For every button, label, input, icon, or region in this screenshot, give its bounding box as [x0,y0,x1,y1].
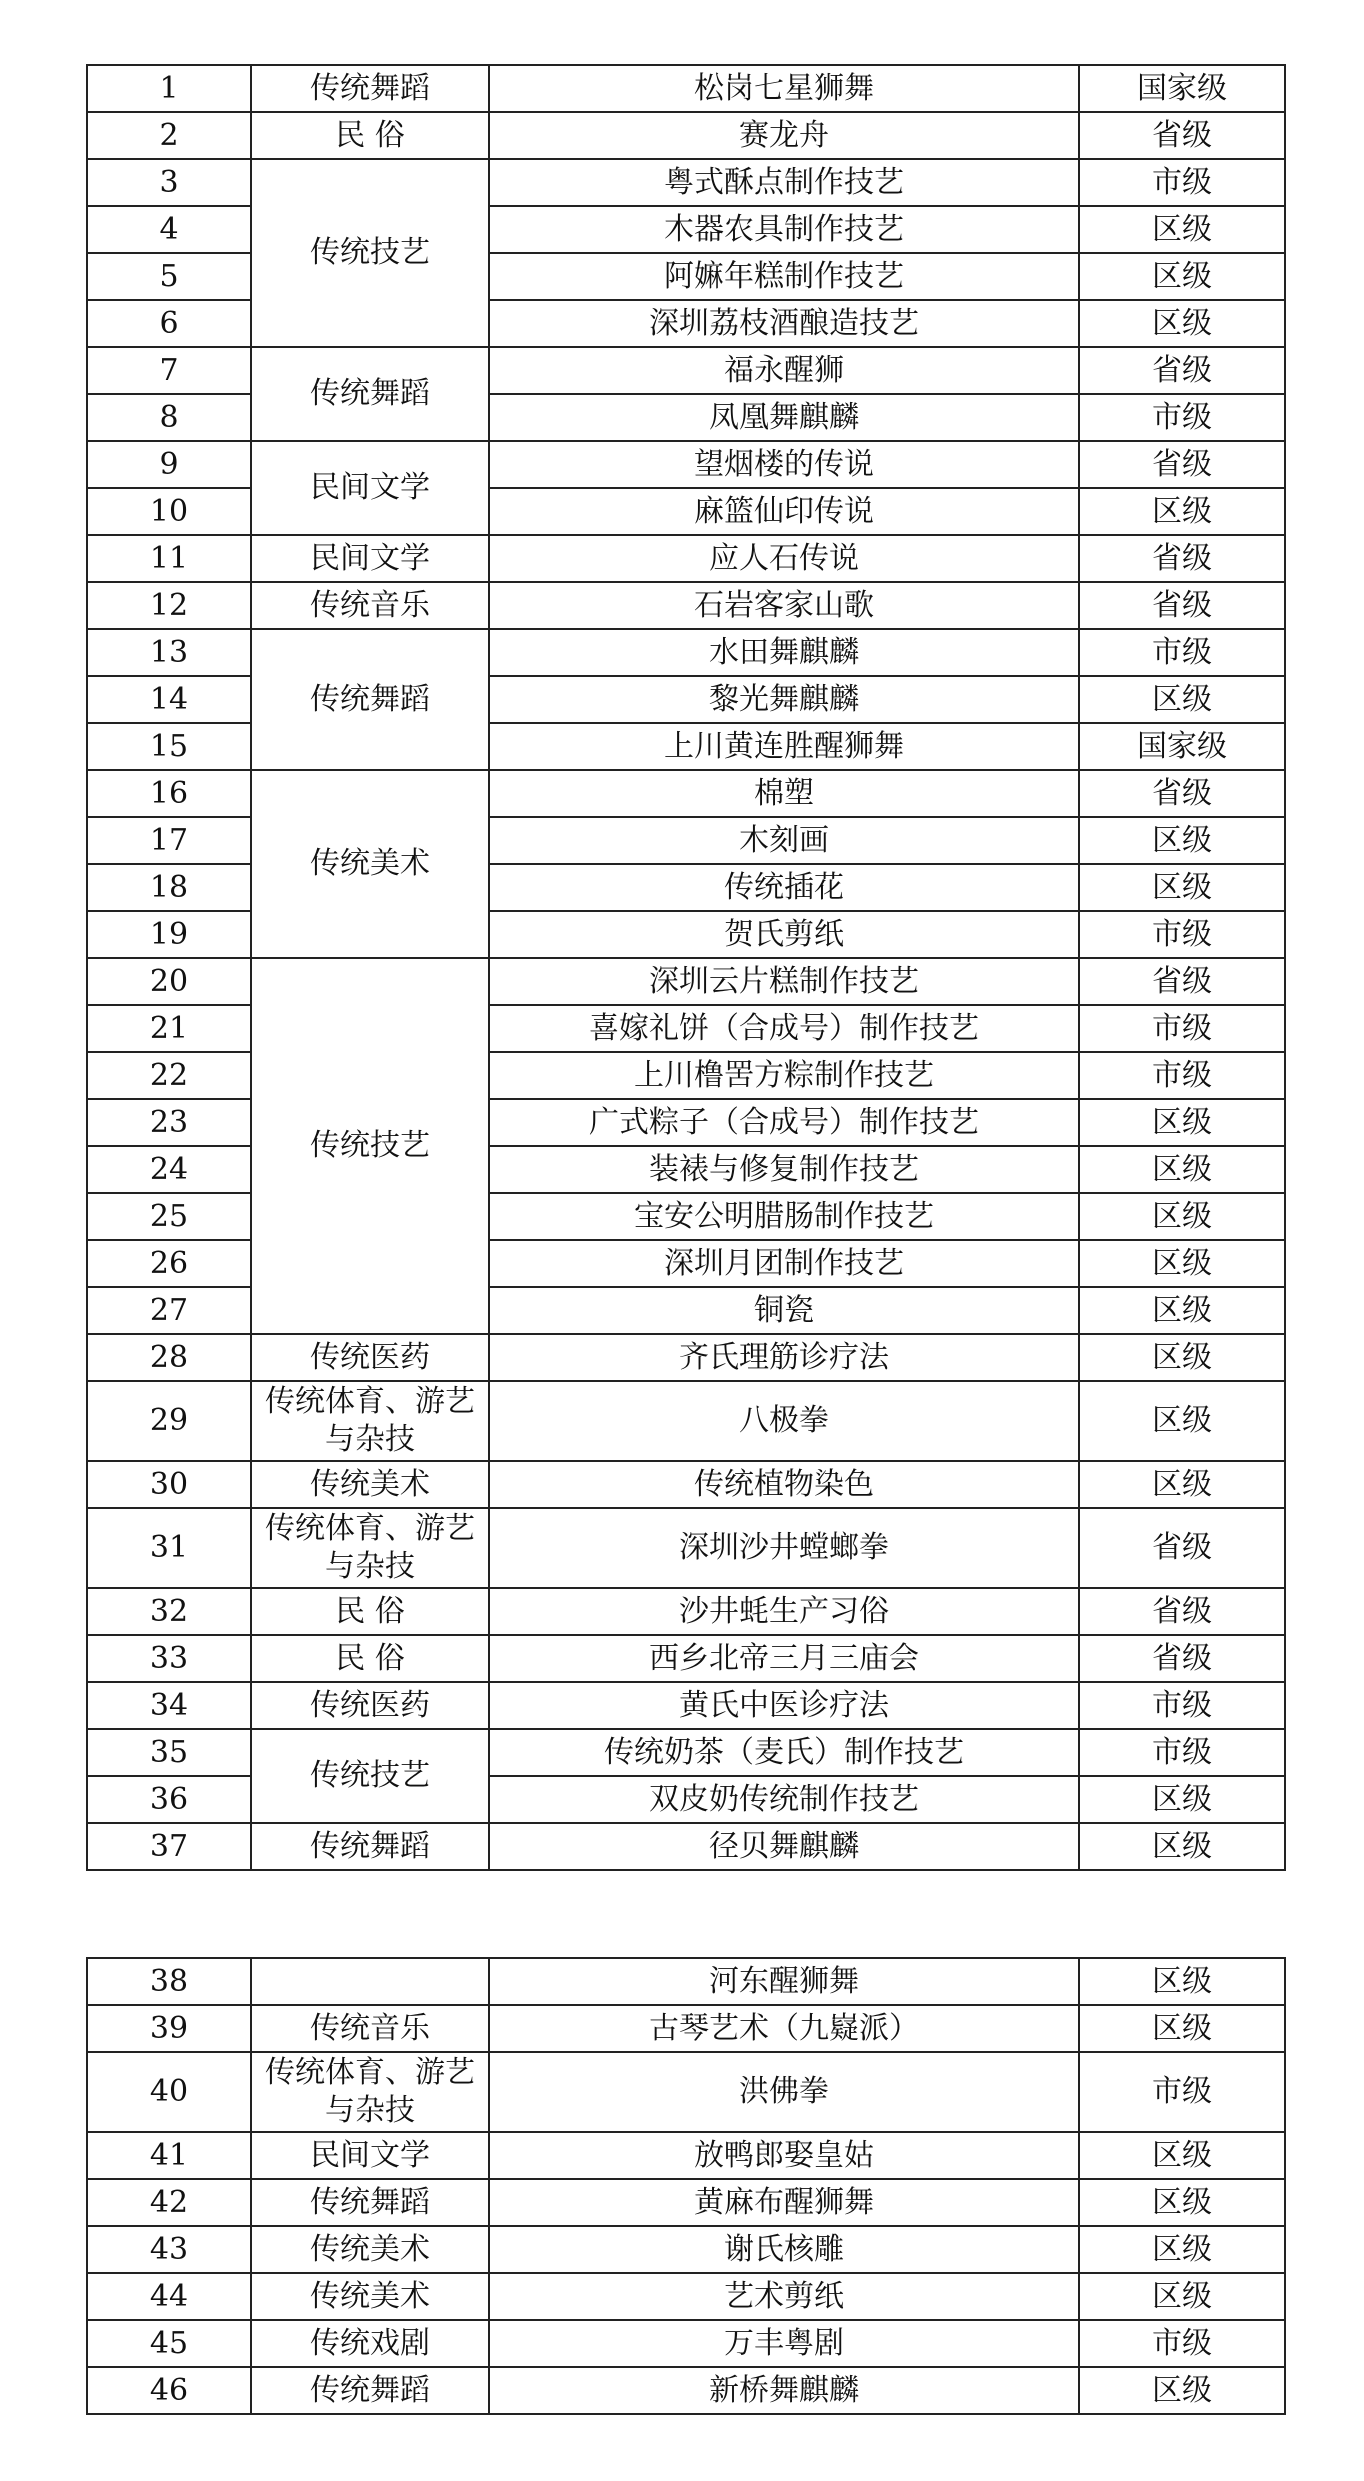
cell-category: 民 俗 [251,1588,489,1635]
cell-item-name: 万丰粤剧 [489,2320,1079,2367]
cell-number: 45 [87,2320,251,2367]
cell-number: 5 [87,253,251,300]
table-row [87,770,1285,817]
cell-level: 区级 [1079,253,1285,300]
cell-number: 46 [87,2367,251,2414]
cell-level: 市级 [1079,629,1285,676]
cell-category: 传统戏剧 [251,2320,489,2367]
cell-level: 省级 [1079,347,1285,394]
cell-number: 42 [87,2179,251,2226]
cell-item-name: 八极拳 [489,1381,1079,1461]
table-row [87,1823,1285,1870]
cell-category: 传统医药 [251,1334,489,1381]
cell-level: 区级 [1079,1193,1285,1240]
cell-category: 传统舞蹈 [251,2179,489,2226]
cell-level: 区级 [1079,2226,1285,2273]
cell-level: 省级 [1079,112,1285,159]
cell-item-name: 上川橹罟方粽制作技艺 [489,1052,1079,1099]
cell-item-name: 贺氏剪纸 [489,911,1079,958]
table-row [87,347,1285,394]
cell-item-name: 望烟楼的传说 [489,441,1079,488]
cell-number: 15 [87,723,251,770]
cell-item-name: 棉塑 [489,770,1079,817]
cell-number: 35 [87,1729,251,1776]
cell-item-name: 艺术剪纸 [489,2273,1079,2320]
heritage-table-part1 [86,64,1286,1871]
cell-number: 31 [87,1508,251,1588]
cell-number: 22 [87,1052,251,1099]
cell-number: 36 [87,1776,251,1823]
cell-number: 27 [87,1287,251,1334]
cell-item-name: 黄麻布醒狮舞 [489,2179,1079,2226]
cell-level: 区级 [1079,2132,1285,2179]
table-row [87,1588,1285,1635]
cell-number: 16 [87,770,251,817]
cell-level: 区级 [1079,1287,1285,1334]
cell-item-name: 喜嫁礼饼（合成号）制作技艺 [489,1005,1079,1052]
cell-number: 6 [87,300,251,347]
table-row [87,65,1285,112]
table-row [87,2367,1285,2414]
table-row [87,1508,1285,1588]
cell-category: 传统音乐 [251,582,489,629]
cell-number: 25 [87,1193,251,1240]
cell-item-name: 木刻画 [489,817,1079,864]
cell-item-name: 河东醒狮舞 [489,1958,1079,2005]
cell-item-name: 黄氏中医诊疗法 [489,1682,1079,1729]
cell-item-name: 装裱与修复制作技艺 [489,1146,1079,1193]
cell-level: 区级 [1079,1381,1285,1461]
cell-number: 4 [87,206,251,253]
cell-category: 传统技艺 [251,159,489,347]
cell-number: 28 [87,1334,251,1381]
table-row [87,441,1285,488]
cell-item-name: 宝安公明腊肠制作技艺 [489,1193,1079,1240]
cell-number: 18 [87,864,251,911]
cell-level: 国家级 [1079,65,1285,112]
cell-level: 区级 [1079,2179,1285,2226]
cell-category: 传统医药 [251,1682,489,1729]
cell-number: 33 [87,1635,251,1682]
cell-level: 市级 [1079,1052,1285,1099]
cell-item-name: 新桥舞麒麟 [489,2367,1079,2414]
cell-item-name: 沙井蚝生产习俗 [489,1588,1079,1635]
cell-number: 37 [87,1823,251,1870]
cell-level: 区级 [1079,1958,1285,2005]
cell-number: 14 [87,676,251,723]
cell-category: 民间文学 [251,2132,489,2179]
cell-level: 区级 [1079,1776,1285,1823]
cell-level: 区级 [1079,1240,1285,1287]
cell-level: 区级 [1079,817,1285,864]
table-row [87,582,1285,629]
cell-level: 市级 [1079,394,1285,441]
cell-number: 21 [87,1005,251,1052]
cell-number: 44 [87,2273,251,2320]
table-row [87,112,1285,159]
cell-category: 民 俗 [251,1635,489,1682]
cell-item-name: 深圳沙井螳螂拳 [489,1508,1079,1588]
cell-category: 传统舞蹈 [251,1823,489,1870]
cell-level: 区级 [1079,206,1285,253]
cell-item-name: 放鸭郎娶皇姑 [489,2132,1079,2179]
cell-item-name: 水田舞麒麟 [489,629,1079,676]
cell-item-name: 铜瓷 [489,1287,1079,1334]
cell-level: 市级 [1079,159,1285,206]
cell-category: 传统美术 [251,2273,489,2320]
cell-item-name: 阿嫲年糕制作技艺 [489,253,1079,300]
cell-number: 2 [87,112,251,159]
cell-level: 区级 [1079,2005,1285,2052]
cell-number: 26 [87,1240,251,1287]
cell-number: 40 [87,2052,251,2132]
table-row [87,1958,1285,2005]
cell-item-name: 麻篮仙印传说 [489,488,1079,535]
cell-level: 市级 [1079,2320,1285,2367]
table-row [87,2005,1285,2052]
cell-number: 13 [87,629,251,676]
cell-item-name: 古琴艺术（九嶷派） [489,2005,1079,2052]
cell-level: 区级 [1079,2273,1285,2320]
cell-level: 区级 [1079,1099,1285,1146]
table-row [87,1334,1285,1381]
cell-number: 11 [87,535,251,582]
cell-item-name: 传统插花 [489,864,1079,911]
table-row [87,629,1285,676]
cell-category: 传统舞蹈 [251,629,489,770]
cell-number: 9 [87,441,251,488]
table-row [87,1381,1285,1461]
cell-category: 传统美术 [251,2226,489,2273]
cell-category: 传统体育、游艺与杂技 [251,2052,489,2132]
heritage-table-part2 [86,1957,1286,2415]
cell-item-name: 石岩客家山歌 [489,582,1079,629]
cell-number: 20 [87,958,251,1005]
cell-level: 区级 [1079,1334,1285,1381]
table-row [87,159,1285,206]
cell-category: 传统美术 [251,1461,489,1508]
cell-number: 24 [87,1146,251,1193]
cell-number: 34 [87,1682,251,1729]
table-row [87,2226,1285,2273]
cell-item-name: 凤凰舞麒麟 [489,394,1079,441]
cell-level: 区级 [1079,488,1285,535]
table-row [87,1729,1285,1776]
cell-item-name: 木器农具制作技艺 [489,206,1079,253]
cell-item-name: 广式粽子（合成号）制作技艺 [489,1099,1079,1146]
cell-item-name: 洪佛拳 [489,2052,1079,2132]
cell-item-name: 传统植物染色 [489,1461,1079,1508]
cell-category: 传统舞蹈 [251,347,489,441]
cell-level: 市级 [1079,1005,1285,1052]
cell-item-name: 谢氏核雕 [489,2226,1079,2273]
table-row [87,1635,1285,1682]
cell-item-name: 双皮奶传统制作技艺 [489,1776,1079,1823]
cell-level: 国家级 [1079,723,1285,770]
cell-item-name: 径贝舞麒麟 [489,1823,1079,1870]
cell-category: 传统体育、游艺与杂技 [251,1508,489,1588]
cell-level: 市级 [1079,2052,1285,2132]
table-row [87,958,1285,1005]
cell-level: 区级 [1079,864,1285,911]
cell-item-name: 上川黄连胜醒狮舞 [489,723,1079,770]
cell-number: 12 [87,582,251,629]
cell-item-name: 传统奶茶（麦氏）制作技艺 [489,1729,1079,1776]
cell-category: 传统体育、游艺与杂技 [251,1381,489,1461]
cell-level: 省级 [1079,1508,1285,1588]
cell-item-name: 福永醒狮 [489,347,1079,394]
cell-level: 省级 [1079,582,1285,629]
cell-number: 17 [87,817,251,864]
cell-number: 7 [87,347,251,394]
table-row [87,1461,1285,1508]
cell-number: 43 [87,2226,251,2273]
table-row [87,2320,1285,2367]
cell-category: 传统技艺 [251,1729,489,1823]
cell-category: 传统舞蹈 [251,65,489,112]
cell-item-name: 深圳月团制作技艺 [489,1240,1079,1287]
cell-number: 38 [87,1958,251,2005]
cell-number: 41 [87,2132,251,2179]
cell-level: 市级 [1079,911,1285,958]
cell-item-name: 黎光舞麒麟 [489,676,1079,723]
cell-category: 民间文学 [251,441,489,535]
cell-category [251,1958,489,2005]
cell-item-name: 应人石传说 [489,535,1079,582]
cell-level: 区级 [1079,1461,1285,1508]
cell-category: 传统舞蹈 [251,2367,489,2414]
cell-number: 1 [87,65,251,112]
cell-level: 省级 [1079,1588,1285,1635]
cell-level: 省级 [1079,535,1285,582]
cell-category: 民间文学 [251,535,489,582]
cell-number: 29 [87,1381,251,1461]
cell-category: 传统美术 [251,770,489,958]
cell-level: 区级 [1079,676,1285,723]
cell-item-name: 西乡北帝三月三庙会 [489,1635,1079,1682]
table-row [87,1682,1285,1729]
cell-level: 省级 [1079,958,1285,1005]
cell-level: 区级 [1079,1146,1285,1193]
cell-category: 传统音乐 [251,2005,489,2052]
cell-number: 39 [87,2005,251,2052]
cell-category: 传统技艺 [251,958,489,1334]
table-row [87,535,1285,582]
cell-item-name: 深圳荔枝酒酿造技艺 [489,300,1079,347]
cell-item-name: 齐氏理筋诊疗法 [489,1334,1079,1381]
cell-level: 区级 [1079,1823,1285,1870]
cell-number: 30 [87,1461,251,1508]
table-row [87,2179,1285,2226]
cell-level: 区级 [1079,300,1285,347]
cell-level: 市级 [1079,1682,1285,1729]
cell-item-name: 赛龙舟 [489,112,1079,159]
cell-category: 民 俗 [251,112,489,159]
table-row [87,2052,1285,2132]
cell-item-name: 深圳云片糕制作技艺 [489,958,1079,1005]
table-row [87,2273,1285,2320]
cell-number: 8 [87,394,251,441]
cell-item-name: 粤式酥点制作技艺 [489,159,1079,206]
cell-number: 19 [87,911,251,958]
cell-item-name: 松岗七星狮舞 [489,65,1079,112]
cell-level: 区级 [1079,2367,1285,2414]
table-row [87,2132,1285,2179]
cell-level: 省级 [1079,441,1285,488]
cell-level: 省级 [1079,770,1285,817]
cell-level: 省级 [1079,1635,1285,1682]
cell-number: 32 [87,1588,251,1635]
cell-level: 市级 [1079,1729,1285,1776]
cell-number: 23 [87,1099,251,1146]
cell-number: 10 [87,488,251,535]
cell-number: 3 [87,159,251,206]
